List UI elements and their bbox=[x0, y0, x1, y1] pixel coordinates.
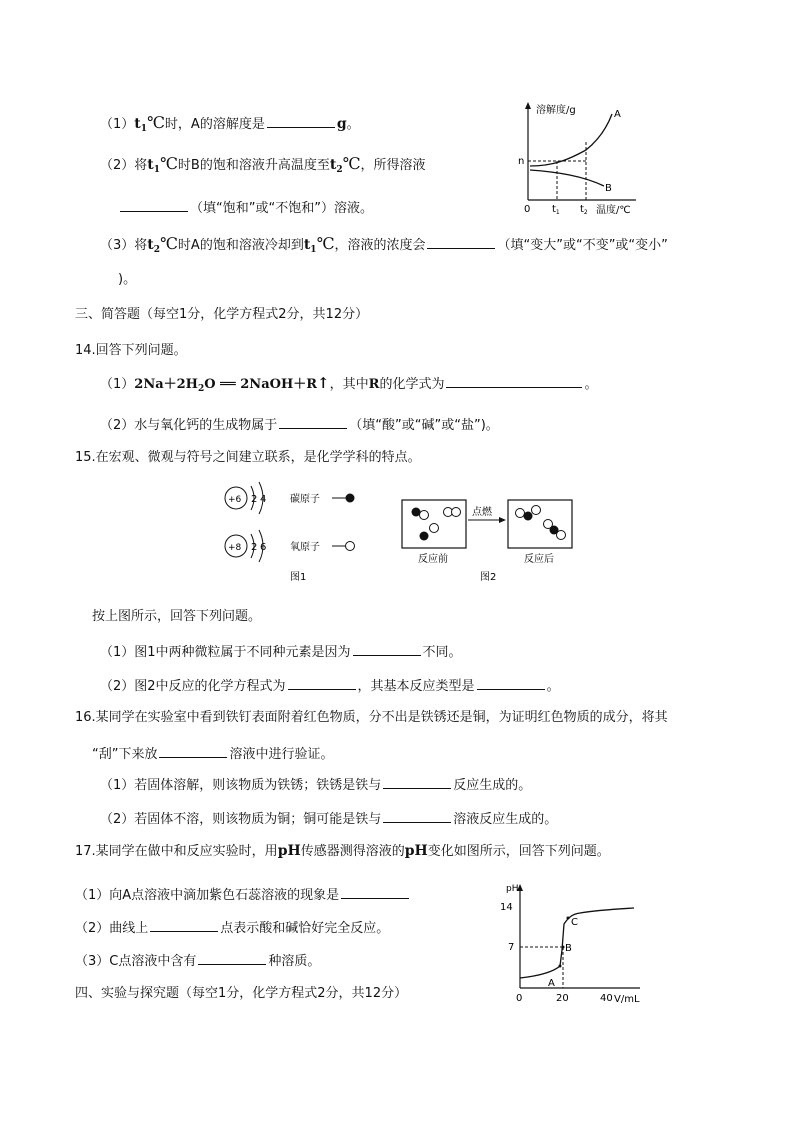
q14-part1: $(1)2Na+2H_2O$ ══ 2NaOH＋R↑，其中R的化学式为 。 bbox=[100, 374, 598, 394]
figure-2-caption: 图2 bbox=[480, 572, 497, 583]
answer-blank[interactable] bbox=[159, 743, 227, 758]
answer-blank[interactable] bbox=[427, 234, 495, 249]
origin-label: 0 bbox=[524, 204, 531, 215]
svg-text:6: 6 bbox=[260, 542, 267, 553]
answer-blank[interactable] bbox=[353, 641, 421, 656]
label-A: A bbox=[614, 109, 621, 120]
ph-chart bbox=[498, 880, 648, 1006]
q16-part2: （2）若固体不溶，则该物质为铜；铜可能是铁与 溶液反应生成的。 bbox=[100, 808, 557, 829]
origin-label: 0 bbox=[516, 993, 523, 1004]
q16-line2: “刮”下来放 溶液中进行验证。 bbox=[92, 743, 334, 764]
svg-text:+8: +8 bbox=[228, 543, 242, 553]
figure-1-atoms bbox=[222, 478, 372, 584]
answer-blank[interactable] bbox=[383, 808, 451, 823]
tick-14: 14 bbox=[500, 902, 513, 913]
point-A: A bbox=[548, 978, 555, 989]
q17-line1: 17.某同学在做中和反应实验时，用pH传感器测得溶液的pH变化如图所示，回答下列问题。 bbox=[75, 843, 610, 859]
point-B: B bbox=[565, 943, 572, 954]
solubility-chart bbox=[508, 100, 648, 218]
svg-text:+6: +6 bbox=[228, 495, 242, 505]
answer-blank[interactable] bbox=[120, 197, 188, 212]
q15-part1: （1）图1中两种微粒属于不同种元素是因为 不同。 bbox=[100, 641, 462, 662]
curve-A bbox=[530, 114, 612, 166]
q14-part2: （2）水与氧化钙的生成物属于 （填“酸”或“碱”或“盐”)。 bbox=[100, 414, 499, 435]
section-3-heading: 三、简答题（每空1分，化学方程式2分，共12分） bbox=[75, 307, 369, 322]
q14-title: 14.回答下列问题。 bbox=[75, 343, 187, 358]
reaction-condition: 点燃 bbox=[472, 507, 492, 518]
answer-blank[interactable] bbox=[198, 950, 266, 965]
y-axis-label: 溶解度/g bbox=[536, 105, 576, 116]
figure-2-reaction bbox=[398, 496, 580, 584]
oxygen-atom-icon bbox=[346, 542, 355, 551]
x-axis-label: 温度/℃ bbox=[596, 205, 631, 216]
carbon-label: 碳原子 bbox=[290, 494, 320, 505]
figure-1-caption: 图1 bbox=[290, 572, 307, 583]
tick-40: 40 bbox=[600, 993, 613, 1004]
label-B: B bbox=[605, 183, 612, 194]
carbon-atom-icon bbox=[346, 494, 355, 503]
q16-part1: （1）若固体溶解，则该物质为铁锈；铁锈是铁与 反应生成的。 bbox=[100, 774, 531, 795]
q17-part2: （2）曲线上 点表示酸和碱恰好完全反应。 bbox=[75, 917, 389, 938]
y-axis-label: pH bbox=[506, 884, 519, 894]
q13-part1: $(1)t_1℃$时，A的溶解度是 g。 bbox=[100, 113, 360, 134]
svg-text:2: 2 bbox=[251, 542, 258, 553]
oxygen-label: 氧原子 bbox=[290, 542, 320, 553]
answer-blank[interactable] bbox=[383, 774, 451, 789]
answer-blank[interactable] bbox=[341, 884, 409, 899]
q15-part2: （2）图2中反应的化学方程式为 ，其基本反应类型是 。 bbox=[100, 675, 560, 696]
section-4-heading: 四、实验与探究题（每空1分，化学方程式2分，共12分） bbox=[75, 986, 408, 1001]
q13-part3-end: )。 bbox=[118, 272, 137, 287]
point-C: C bbox=[571, 917, 578, 928]
q17-part1: （1）向A点溶液中滴加紫色石蕊溶液的现象是 bbox=[75, 884, 411, 905]
label-n: n bbox=[518, 156, 525, 167]
answer-blank[interactable] bbox=[279, 414, 347, 429]
x-axis-label: V/mL bbox=[614, 994, 640, 1005]
before-label: 反应前 bbox=[418, 554, 448, 565]
answer-blank[interactable] bbox=[288, 675, 356, 690]
tick-7: 7 bbox=[508, 942, 515, 953]
tick-t2: $t_2$ bbox=[580, 204, 588, 216]
answer-blank[interactable] bbox=[267, 113, 335, 128]
curve-B bbox=[530, 170, 604, 186]
after-label: 反应后 bbox=[524, 554, 554, 565]
answer-blank[interactable] bbox=[477, 675, 545, 690]
q17-part3: （3）C点溶液中含有 种溶质。 bbox=[75, 950, 320, 971]
answer-blank[interactable] bbox=[446, 373, 582, 388]
q15-title: 15.在宏观、微观与符号之间建立联系，是化学学科的特点。 bbox=[75, 450, 421, 465]
q13-part3: （3）将$t_2℃$时A的饱和溶液冷却到$t_1℃$，溶液的浓度会 （填“变大”或“不变”或“变小” bbox=[100, 234, 668, 255]
q13-part2-cont: （填“饱和”或“不饱和”）溶液。 bbox=[118, 197, 373, 218]
q15-intro: 按上图所示，回答下列问题。 bbox=[92, 609, 262, 624]
tick-t1: $t_1$ bbox=[552, 204, 560, 216]
q13-part2: （2）将$t_1℃$时B的饱和溶液升高温度至$t_2℃$，所得溶液 bbox=[100, 154, 426, 175]
svg-text:2: 2 bbox=[251, 494, 258, 505]
tick-20: 20 bbox=[556, 993, 569, 1004]
svg-text:4: 4 bbox=[260, 494, 267, 505]
q16-line1: 16.某同学在实验室中看到铁钉表面附着红色物质，分不出是铁锈还是铜，为证明红色物质的成分，将其 bbox=[75, 710, 668, 725]
answer-blank[interactable] bbox=[150, 917, 218, 932]
